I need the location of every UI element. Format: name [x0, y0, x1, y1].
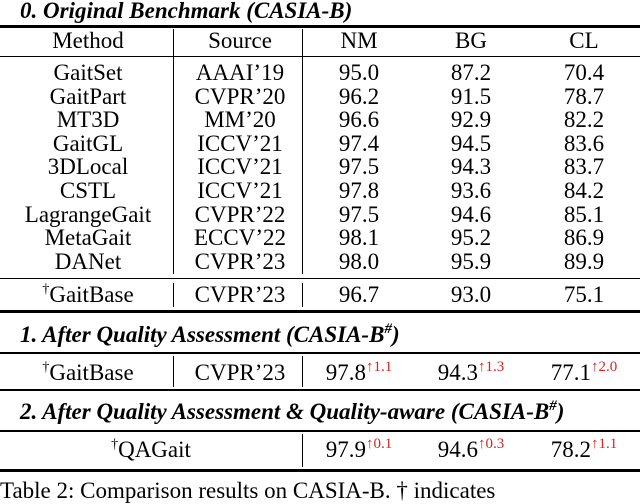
- header-source: Source: [208, 28, 272, 53]
- header-rule: [0, 56, 640, 57]
- cl-cell: 85.1: [563, 201, 605, 227]
- gain-label: ↑1.3: [478, 359, 505, 375]
- column-divider: [302, 356, 303, 387]
- bg-cell: 94.6: [450, 201, 492, 227]
- table-row: [0, 132, 640, 156]
- bg-cell: 94.5: [450, 130, 492, 156]
- method-cell: DANet: [54, 248, 122, 274]
- method-cell: [0, 361, 176, 385]
- nm-cell: 96.2: [338, 83, 380, 109]
- cl-cell: 86.9: [563, 225, 605, 251]
- gain-label: ↑2.0: [591, 359, 618, 375]
- method-cell: GaitSet: [53, 60, 123, 85]
- header-cl: CL: [569, 28, 599, 53]
- method-cell: [0, 283, 176, 307]
- method-cell: [0, 438, 302, 462]
- table-row: [0, 250, 640, 274]
- nm-cell: 97.5: [338, 154, 380, 180]
- cl-cell: 75.1: [563, 282, 605, 307]
- nm-cell: 96.6: [338, 107, 380, 133]
- method-name: GaitBase: [49, 282, 134, 307]
- table-row: [0, 226, 640, 250]
- nm-cell: 97.4: [338, 130, 380, 156]
- header-method: Method: [52, 28, 124, 53]
- nm-cell: 97.8: [338, 178, 380, 203]
- bg-cell: 95.2: [450, 225, 492, 251]
- section-rule: [0, 352, 640, 354]
- nm-cell: 98.1: [338, 225, 380, 251]
- dagger-mark: †: [111, 437, 119, 452]
- section-rule: [0, 430, 640, 432]
- bg-cell: 93.0: [450, 282, 492, 307]
- bg-cell: 87.2: [450, 60, 492, 85]
- bg-cell: 93.6: [450, 178, 492, 203]
- gain-label: ↑1.1: [366, 359, 393, 375]
- source-cell: ICCV’21: [197, 178, 283, 203]
- cl-cell: 78.7: [563, 83, 605, 109]
- table-row: [0, 155, 640, 179]
- dagger-mark: †: [42, 360, 50, 375]
- section-title-quality-assessment: 1. After Quality Assessment (CASIA-B#): [20, 321, 400, 347]
- cl-cell: 84.2: [563, 178, 605, 203]
- bg-cell: $94.3^{↑1.3}$: [437, 359, 505, 385]
- method-name: GaitBase: [49, 360, 134, 385]
- section-title-original: 0. Original Benchmark (CASIA-B): [20, 0, 353, 23]
- gain-label: ↑0.1: [366, 436, 393, 452]
- bg-cell: $94.6^{↑0.3}$: [437, 436, 505, 462]
- nm-cell: 97.5: [338, 201, 380, 227]
- bottom-rule: [0, 469, 640, 472]
- table-row: [0, 61, 640, 85]
- gain-label: ↑1.1: [591, 436, 618, 452]
- method-cell: CSTL: [59, 178, 117, 203]
- baseline-rule: [0, 278, 640, 279]
- cl-cell: $77.1^{↑2.0}$: [550, 359, 618, 385]
- table-row-baseline: [0, 283, 640, 307]
- method-cell: 3DLocal: [47, 154, 129, 180]
- source-cell: CVPR’20: [194, 83, 286, 109]
- cl-cell: 83.7: [563, 154, 605, 180]
- column-divider: [302, 29, 303, 274]
- column-divider: [302, 434, 303, 467]
- column-divider: [173, 283, 174, 307]
- source-cell: MM’20: [204, 107, 276, 133]
- source-cell: ICCV’21: [197, 154, 283, 180]
- method-cell: LagrangeGait: [24, 201, 152, 227]
- section-rule: [0, 389, 640, 391]
- source-cell: ICCV’21: [197, 130, 283, 156]
- table-row-qagait: [0, 438, 640, 462]
- column-divider: [302, 283, 303, 307]
- header-row: [0, 29, 640, 53]
- source-cell: CVPR’22: [194, 201, 286, 227]
- dagger-mark: †: [42, 282, 50, 297]
- gain-label: ↑0.3: [478, 436, 505, 452]
- source-cell: ECCV’22: [194, 225, 286, 251]
- cl-cell: 83.6: [563, 130, 605, 156]
- method-cell: GaitPart: [49, 83, 127, 109]
- source-cell: AAAI’19: [195, 60, 285, 85]
- nm-cell: 95.0: [338, 60, 380, 85]
- method-cell: GaitGL: [52, 130, 124, 156]
- header-nm: NM: [340, 28, 378, 53]
- table-caption: Table 2: Comparison results on CASIA-B. † indicates: [0, 478, 496, 503]
- cl-cell: 89.9: [563, 248, 605, 274]
- nm-cell: $97.9^{↑0.1}$: [325, 436, 393, 462]
- bg-cell: 94.3: [450, 154, 492, 180]
- table-row: [0, 85, 640, 109]
- table-row-qa-gaitbase: [0, 361, 640, 385]
- source-cell: CVPR’23: [194, 248, 286, 274]
- nm-cell: 98.0: [338, 248, 380, 274]
- column-divider: [173, 356, 174, 387]
- bg-cell: 92.9: [450, 107, 492, 133]
- cl-cell: $78.2^{↑1.1}$: [550, 436, 618, 462]
- table-row: [0, 203, 640, 227]
- method-cell: MetaGait: [44, 225, 132, 251]
- section-title-quality-aware: 2. After Quality Assessment & Quality-aware (CASIA-B#): [20, 398, 565, 424]
- cl-cell: 70.4: [563, 60, 605, 85]
- table-row: [0, 179, 640, 203]
- method-cell: MT3D: [56, 107, 120, 133]
- nm-cell: 96.7: [338, 282, 380, 307]
- source-cell: CVPR’23: [194, 360, 286, 385]
- section-rule: [0, 310, 640, 313]
- method-name: QAGait: [118, 437, 191, 462]
- source-cell: CVPR’23: [194, 282, 286, 307]
- bg-cell: 95.9: [450, 248, 492, 274]
- nm-cell: $97.8^{↑1.1}$: [325, 359, 393, 385]
- cl-cell: 82.2: [563, 107, 605, 133]
- header-bg: BG: [455, 28, 487, 53]
- bg-cell: 91.5: [450, 83, 492, 109]
- column-divider: [173, 29, 174, 274]
- table-row: [0, 108, 640, 132]
